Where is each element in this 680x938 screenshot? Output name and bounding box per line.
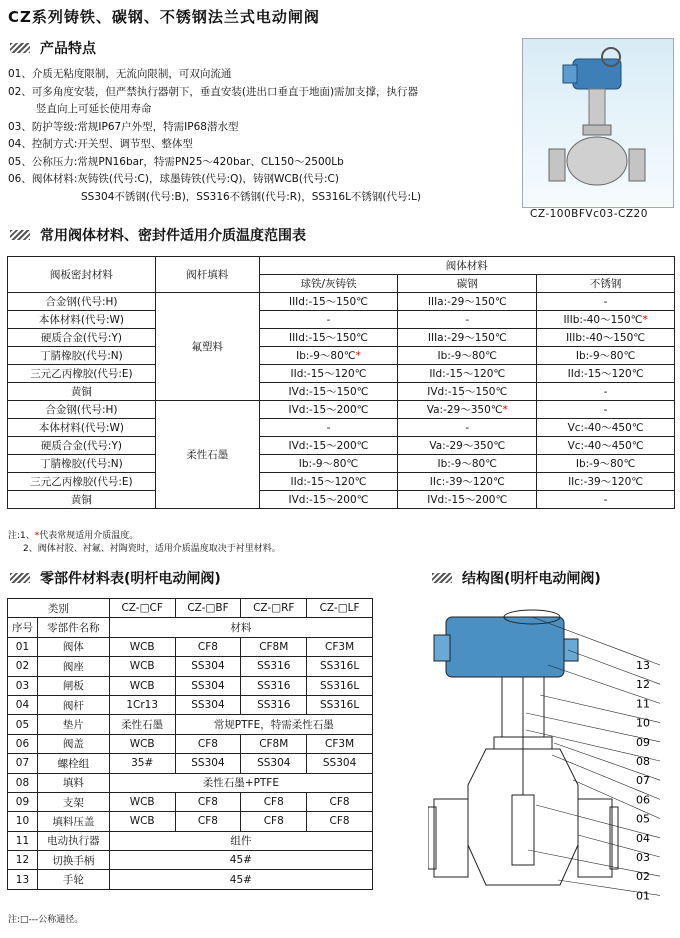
- table-row: [8, 347, 675, 365]
- material-cell: CF8: [175, 637, 241, 656]
- table-row: [8, 870, 373, 889]
- feature-line: 05、公称压力:常规PN16bar，特需PN25～420bar、CL150～2500Lb: [8, 155, 344, 168]
- seal-cell: 三元乙丙橡胶(代号:E): [8, 473, 156, 491]
- features-list: [8, 66, 518, 206]
- part-number-label: 09: [636, 735, 650, 749]
- table-row: [8, 455, 675, 473]
- part-name: 阀盖: [37, 734, 109, 753]
- feature-line: 06、阀体材料:灰铸铁(代号:C)，球墨铸铁(代号:Q)，铸钢WCB(代号:C): [8, 173, 339, 185]
- header-category: 类别: [8, 599, 110, 618]
- table-row: [8, 437, 675, 455]
- material-cell: SS304: [241, 754, 307, 773]
- seal-cell: 合金钢(代号:H): [8, 401, 156, 419]
- material-cell: SS316L: [307, 657, 373, 676]
- material-cell: CF8: [241, 792, 307, 811]
- part-no: 10: [8, 812, 38, 831]
- part-name: 闸板: [37, 676, 109, 695]
- part-number-label: 05: [636, 812, 650, 826]
- part-number-label: 02: [636, 870, 650, 884]
- part-number-label: 06: [636, 793, 650, 807]
- seal-cell: 硬质合金(代号:Y): [8, 437, 156, 455]
- material-cell: SS304: [175, 695, 241, 714]
- temp-cell: IId:-15～120℃: [537, 365, 675, 383]
- part-name: 阀座: [37, 657, 109, 676]
- material-cell: CF8M: [241, 734, 307, 753]
- material-cell: WCB: [109, 676, 175, 695]
- parts-material-table: [7, 598, 373, 890]
- feature-line: 03、防护等级:常规IP67户外型，特需IP68潜水型: [8, 120, 239, 133]
- table-row: [8, 365, 675, 383]
- temp-cell: IVd:-15～200℃: [259, 491, 398, 509]
- material-cell: CF8M: [241, 637, 307, 656]
- seal-cell: 黄铜: [8, 491, 156, 509]
- material-cell: CF8: [175, 792, 241, 811]
- material-cell: SS316L: [307, 676, 373, 695]
- material-cell: 组件: [109, 831, 372, 850]
- temp-cell: -: [537, 491, 675, 509]
- part-number-label: 13: [636, 659, 650, 672]
- part-number-label: 11: [636, 697, 650, 711]
- temp-cell: IIIb:-40～150℃: [537, 329, 675, 347]
- temp-cell: Va:-29～350℃: [398, 437, 537, 455]
- part-name: 螺栓组: [37, 754, 109, 773]
- seal-cell: 硬质合金(代号:Y): [8, 329, 156, 347]
- material-cell: WCB: [109, 812, 175, 831]
- temp-cell: IIIb:-40～150℃*: [537, 311, 675, 329]
- header-col: 碳钢: [398, 275, 537, 293]
- part-number-label: 03: [636, 851, 650, 864]
- material-cell: WCB: [109, 657, 175, 676]
- table-row: [8, 293, 675, 311]
- parts-note: 注:□---公称通径。: [8, 915, 84, 925]
- temp-cell: Ib:-9～80℃: [398, 347, 537, 365]
- material-cell: SS316L: [307, 695, 373, 714]
- table-row: [8, 851, 373, 870]
- material-cell: 柔性石墨: [109, 715, 175, 734]
- material-cell: CF8: [307, 812, 373, 831]
- header-model: CZ-□CF: [109, 599, 175, 618]
- temp-cell: Ib:-9～80℃: [398, 455, 537, 473]
- table-row: [8, 491, 675, 509]
- seal-cell: 丁腈橡胶(代号:N): [8, 347, 156, 365]
- temp-cell: IId:-15～120℃: [398, 365, 537, 383]
- feature-line: SS304不锈钢(代号:B)，SS316不锈钢(代号:R)，SS316L不锈钢(代号:L): [81, 190, 422, 203]
- material-cell: WCB: [109, 637, 175, 656]
- material-cell: 35#: [109, 754, 175, 773]
- part-number-label: 01: [636, 889, 650, 903]
- seal-cell: 丁腈橡胶(代号:N): [8, 455, 156, 473]
- structure-diagram: [428, 595, 680, 920]
- material-cell: 1Cr13: [109, 695, 175, 714]
- temp-cell: -: [537, 293, 675, 311]
- part-number-label: 04: [636, 831, 650, 845]
- table-row: [8, 401, 675, 419]
- header-no: 序号: [8, 618, 38, 637]
- part-no: 06: [8, 734, 38, 753]
- part-no: 08: [8, 773, 38, 792]
- temp-cell: Va:-29～350℃*: [398, 401, 537, 419]
- parts-heading: 零部件材料表(明杆电动闸阀): [10, 568, 221, 588]
- table-row: [8, 383, 675, 401]
- material-cell: SS316: [241, 657, 307, 676]
- table-row: [8, 419, 675, 437]
- table-row: [8, 792, 373, 811]
- stem-cell: 柔性石墨: [155, 401, 259, 509]
- structure-heading: 结构图(明杆电动闸阀): [432, 568, 601, 588]
- part-no: 05: [8, 715, 38, 734]
- table-row: [8, 812, 373, 831]
- feature-line: 04、控制方式:开关型、调节型、整体型: [8, 138, 193, 150]
- table-row: [8, 676, 373, 695]
- temp-cell: IIId:-15～150℃: [259, 293, 398, 311]
- temp-cell: IVd:-15～150℃: [398, 383, 537, 401]
- part-no: 01: [8, 637, 38, 656]
- material-cell: CF8: [175, 812, 241, 831]
- table-row: [8, 329, 675, 347]
- temp-cell: Ib:-9～80℃: [537, 347, 675, 365]
- part-name: 垫片: [37, 715, 109, 734]
- table-row: [8, 773, 373, 792]
- temp-cell: -: [537, 383, 675, 401]
- material-cell: 45#: [109, 870, 372, 889]
- temp-cell: IVd:-15～150℃: [259, 383, 398, 401]
- part-no: 04: [8, 695, 38, 714]
- feature-line: 竖直向上可延长使用寿命: [36, 103, 152, 115]
- table-row: [8, 831, 373, 850]
- temp-cell: IId:-15～120℃: [259, 473, 398, 491]
- table-row: [8, 695, 373, 714]
- temp-cell: Ib:-9～80℃*: [259, 347, 398, 365]
- page-title: CZ系列铸铁、碳钢、不锈钢法兰式电动闸阀: [8, 8, 320, 26]
- part-no: 11: [8, 831, 38, 850]
- media-temperature-table: [7, 256, 675, 509]
- part-no: 13: [8, 870, 38, 889]
- material-cell: CF8: [175, 734, 241, 753]
- part-no: 09: [8, 792, 38, 811]
- header-material: 材料: [109, 618, 372, 637]
- part-number-label: 12: [636, 678, 650, 692]
- temp-cell: Vc:-40～450℃: [537, 437, 675, 455]
- header-model: CZ-□RF: [241, 599, 307, 618]
- part-number-label: 08: [636, 755, 650, 768]
- material-cell: 45#: [109, 851, 372, 870]
- part-name: 切换手柄: [37, 851, 109, 870]
- temp-cell: Vc:-40～450℃: [537, 419, 675, 437]
- photo-caption: CZ-100BFVc03-CZ20: [530, 208, 648, 220]
- temp-cell: Ib:-9～80℃: [537, 455, 675, 473]
- temp-cell: IIIa:-29～150℃: [398, 293, 537, 311]
- temp-cell: IIIa:-29～150℃: [398, 329, 537, 347]
- material-cell: CF3M: [307, 637, 373, 656]
- temp-cell: -: [259, 311, 398, 329]
- seal-cell: 黄铜: [8, 383, 156, 401]
- header-col: 球铁/灰铸铁: [259, 275, 398, 293]
- media-notes: 注:1、*代表常规适用介质温度。 2、阀体衬胶、衬氟、衬陶瓷时，适用介质温度取决于衬里材料。: [8, 531, 281, 554]
- material-cell: SS304: [175, 676, 241, 695]
- part-name: 阀体: [37, 637, 109, 656]
- header-col: 不锈钢: [537, 275, 675, 293]
- part-name: 填料: [37, 773, 109, 792]
- table-row: [8, 473, 675, 491]
- material-cell: SS304: [307, 754, 373, 773]
- material-cell: SS316: [241, 676, 307, 695]
- temp-cell: IVd:-15～200℃: [259, 437, 398, 455]
- material-cell: WCB: [109, 792, 175, 811]
- temp-cell: -: [537, 401, 675, 419]
- part-name: 填料压盖: [37, 812, 109, 831]
- temp-cell: IVd:-15～200℃: [398, 491, 537, 509]
- material-cell: SS304: [175, 754, 241, 773]
- seal-cell: 本体材料(代号:W): [8, 311, 156, 329]
- seal-cell: 合金钢(代号:H): [8, 293, 156, 311]
- part-no: 12: [8, 851, 38, 870]
- material-cell: WCB: [109, 734, 175, 753]
- temp-cell: IVd:-15～200℃: [259, 401, 398, 419]
- header-part: 零部件名称: [37, 618, 109, 637]
- temp-cell: -: [398, 311, 537, 329]
- part-no: 03: [8, 676, 38, 695]
- media-heading: 常用阀体材料、密封件适用介质温度范围表: [10, 225, 306, 245]
- material-cell: CF8: [307, 792, 373, 811]
- material-cell: SS304: [175, 657, 241, 676]
- seal-cell: 三元乙丙橡胶(代号:E): [8, 365, 156, 383]
- part-number-label: 07: [636, 774, 650, 788]
- table-row: [8, 311, 675, 329]
- part-name: 支架: [37, 792, 109, 811]
- stem-cell: 氟塑料: [155, 293, 259, 401]
- temp-cell: IIc:-39～120℃: [537, 473, 675, 491]
- table-row: [8, 637, 373, 656]
- table-row: [8, 715, 373, 734]
- header-model: CZ-□BF: [175, 599, 241, 618]
- table-row: [8, 734, 373, 753]
- material-cell: CF3M: [307, 734, 373, 753]
- temp-cell: IIId:-15～150℃: [259, 329, 398, 347]
- part-no: 07: [8, 754, 38, 773]
- material-cell: SS316: [241, 695, 307, 714]
- feature-line: 01、介质无粘度限制，无流向限制，可双向流通: [8, 68, 232, 80]
- seal-cell: 本体材料(代号:W): [8, 419, 156, 437]
- material-cell: 常规PTFE，特需柔性石墨: [175, 715, 372, 734]
- part-name: 阀杆: [37, 695, 109, 714]
- material-cell: 柔性石墨+PTFE: [109, 773, 372, 792]
- temp-cell: -: [398, 419, 537, 437]
- header-stem: 阀杆填料: [155, 257, 259, 293]
- part-number-label: 10: [636, 716, 650, 730]
- header-body: 阀体材料: [259, 257, 674, 275]
- part-name: 手轮: [37, 870, 109, 889]
- product-photo: [522, 38, 674, 208]
- table-row: [8, 657, 373, 676]
- table-row: [8, 754, 373, 773]
- part-name: 电动执行器: [37, 831, 109, 850]
- temp-cell: IIc:-39～120℃: [398, 473, 537, 491]
- temp-cell: IId:-15～120℃: [259, 365, 398, 383]
- temp-cell: -: [259, 419, 398, 437]
- part-no: 02: [8, 657, 38, 676]
- temp-cell: Ib:-9～80℃: [259, 455, 398, 473]
- feature-line: 02、可多角度安装，但严禁执行器朝下，垂直安装(进出口垂直于地面)需加支撑，执行器: [8, 85, 419, 98]
- header-model: CZ-□LF: [307, 599, 373, 618]
- material-cell: CF8: [241, 812, 307, 831]
- features-heading: 产品特点: [10, 38, 96, 58]
- header-seal: 阀板密封材料: [8, 257, 156, 293]
